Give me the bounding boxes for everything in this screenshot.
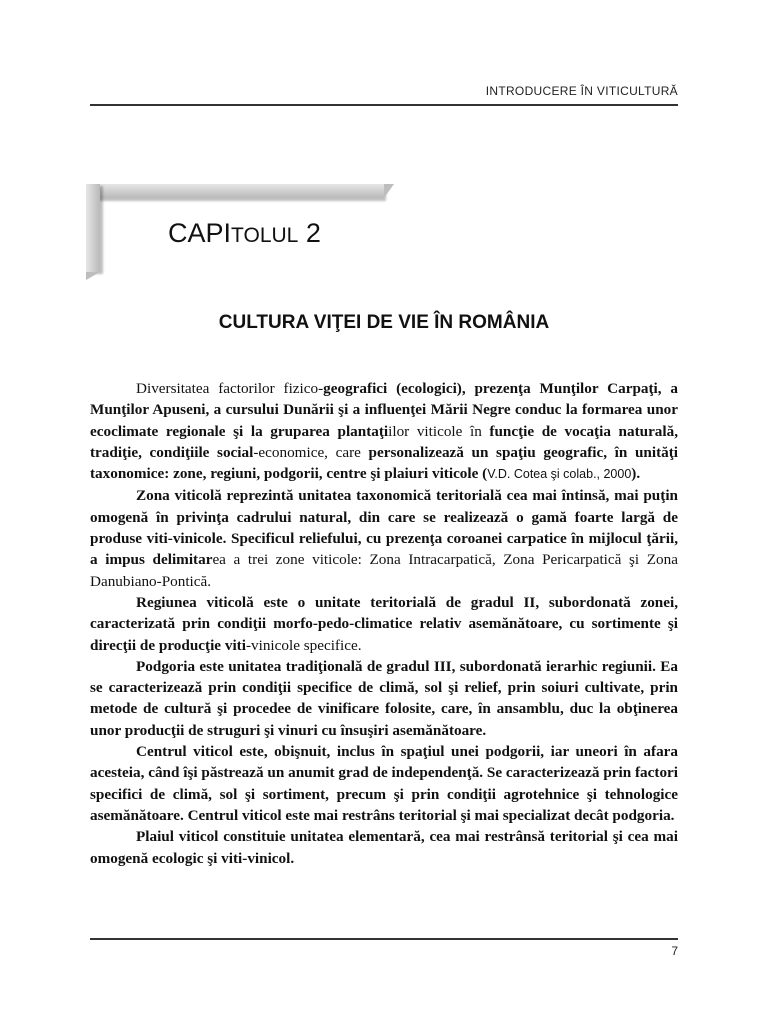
term-heading: Plaiul viticol bbox=[136, 828, 219, 846]
chapter-frame-vertical bbox=[86, 184, 100, 272]
text-run-bold: este o unitate teritorială de gradul II, subordonată zonei, caracterizată prin condiţii morfo-pedo-climatice relativ asemănătoare, cu sortimente şi direcţii de producţie viti bbox=[90, 593, 678, 654]
term-heading: Podgoria bbox=[136, 657, 196, 675]
chapter-title: CULTURA VIŢEI DE VIE ÎN ROMÂNIA bbox=[218, 312, 550, 333]
paragraph-plaiul-viticol bbox=[90, 826, 678, 869]
paragraph-zona-viticola bbox=[90, 485, 678, 591]
text-run-bold: geografici (ecologici), prezenţa Munţilor Carpaţi, a Munţilor Apuseni, a cursului Dunării şi a influenţei Mării Negre conduc la formarea unor ecoclimate regionale şi la gruparea plantaţi bbox=[90, 380, 678, 440]
term-heading: Regiunea viticolă bbox=[136, 593, 254, 611]
running-header: INTRODUCERE ÎN VITICULTURĂ bbox=[485, 84, 678, 98]
text-run-bold: este, obişnuit, inclus în spaţiul unei podgorii, iar uneori în afara acesteia, când îşi păstrează un anumit grad de independenţă. Se caracterizează prin factori specifici de climă, sol şi sortiment, precum şi prin condiţii agrotehnice şi tehnologice asemănătoare. Centrul viticol este mai restrâns teritorial şi mai specializat decât podgoria. bbox=[90, 743, 679, 824]
page-number: 7 bbox=[671, 944, 678, 958]
text-run: Diversitatea factorilor fizico- bbox=[136, 380, 324, 397]
text-run-bold: funcţie de vocaţia naturală, tradiţie, condiţiile social bbox=[90, 422, 679, 461]
chapter-label-caps: CAPI bbox=[168, 218, 232, 248]
text-run-bold: ). bbox=[631, 465, 641, 483]
paragraph-podgoria bbox=[90, 656, 678, 741]
text-run-bold: ee de vinificare folosite, care, în ansamblu, duc la obţinerea unor producţii de struguri şi vinuri cu însuşiri asemănătoare. bbox=[90, 700, 678, 739]
text-run: -economice, care bbox=[253, 443, 361, 461]
term-heading: Centrul viticol bbox=[136, 743, 233, 761]
citation: V.D. Cotea şi colab., 2000 bbox=[487, 467, 632, 482]
term-heading: Zona viticolă bbox=[136, 487, 222, 505]
text-run: -vinicole specifice. bbox=[245, 636, 362, 654]
body-text bbox=[90, 378, 678, 869]
chapter-frame-horizontal bbox=[86, 184, 384, 198]
footer-rule bbox=[90, 938, 678, 940]
chapter-number: 2 bbox=[305, 218, 321, 248]
text-run: ea a trei zone viticole: Zona Intracarpatică, Zona Pericarpatică şi Zona Danubiano-Pontică. bbox=[90, 551, 678, 590]
chapter-label-small-caps: TOLUL bbox=[231, 224, 299, 247]
paragraph-centrul-viticol bbox=[90, 741, 678, 826]
chapter-heading bbox=[168, 218, 321, 249]
text-run-bold: este unitatea tradiţională de gradul III, subordonată ierarhic regiunii. Ea se caracterizează prin condiţii specifice de climă, sol şi relief, prin soiuri cultivate, prin metode de cultură şi proced bbox=[90, 657, 678, 718]
text-run: ilor viticole în bbox=[388, 422, 482, 440]
paragraph-intro bbox=[90, 378, 678, 485]
text-run-bold: reprezintă unitatea taxonomică teritorială cea mai întinsă, mai puţin omogenă în privinţa cadrului natural, din care se realizează o gamă foarte largă de produse viti-vinicole. Specificul reliefului, cu prezenţa coroanei carpatice în mijlocul ţării, a impus delimitar bbox=[90, 487, 678, 569]
text-run-bold: constituie unitatea elementară, cea mai restrânsă teritorial şi cea mai omogenă ecologic şi viti-vinicol. bbox=[90, 828, 678, 867]
paragraph-regiunea-viticola bbox=[90, 592, 678, 656]
text-run-bold: personalizează un spaţiu geografic, în unităţi taxonomice: zone, regiuni, podgorii, centre şi plaiuri viticole ( bbox=[90, 443, 679, 483]
header-rule bbox=[90, 104, 678, 106]
